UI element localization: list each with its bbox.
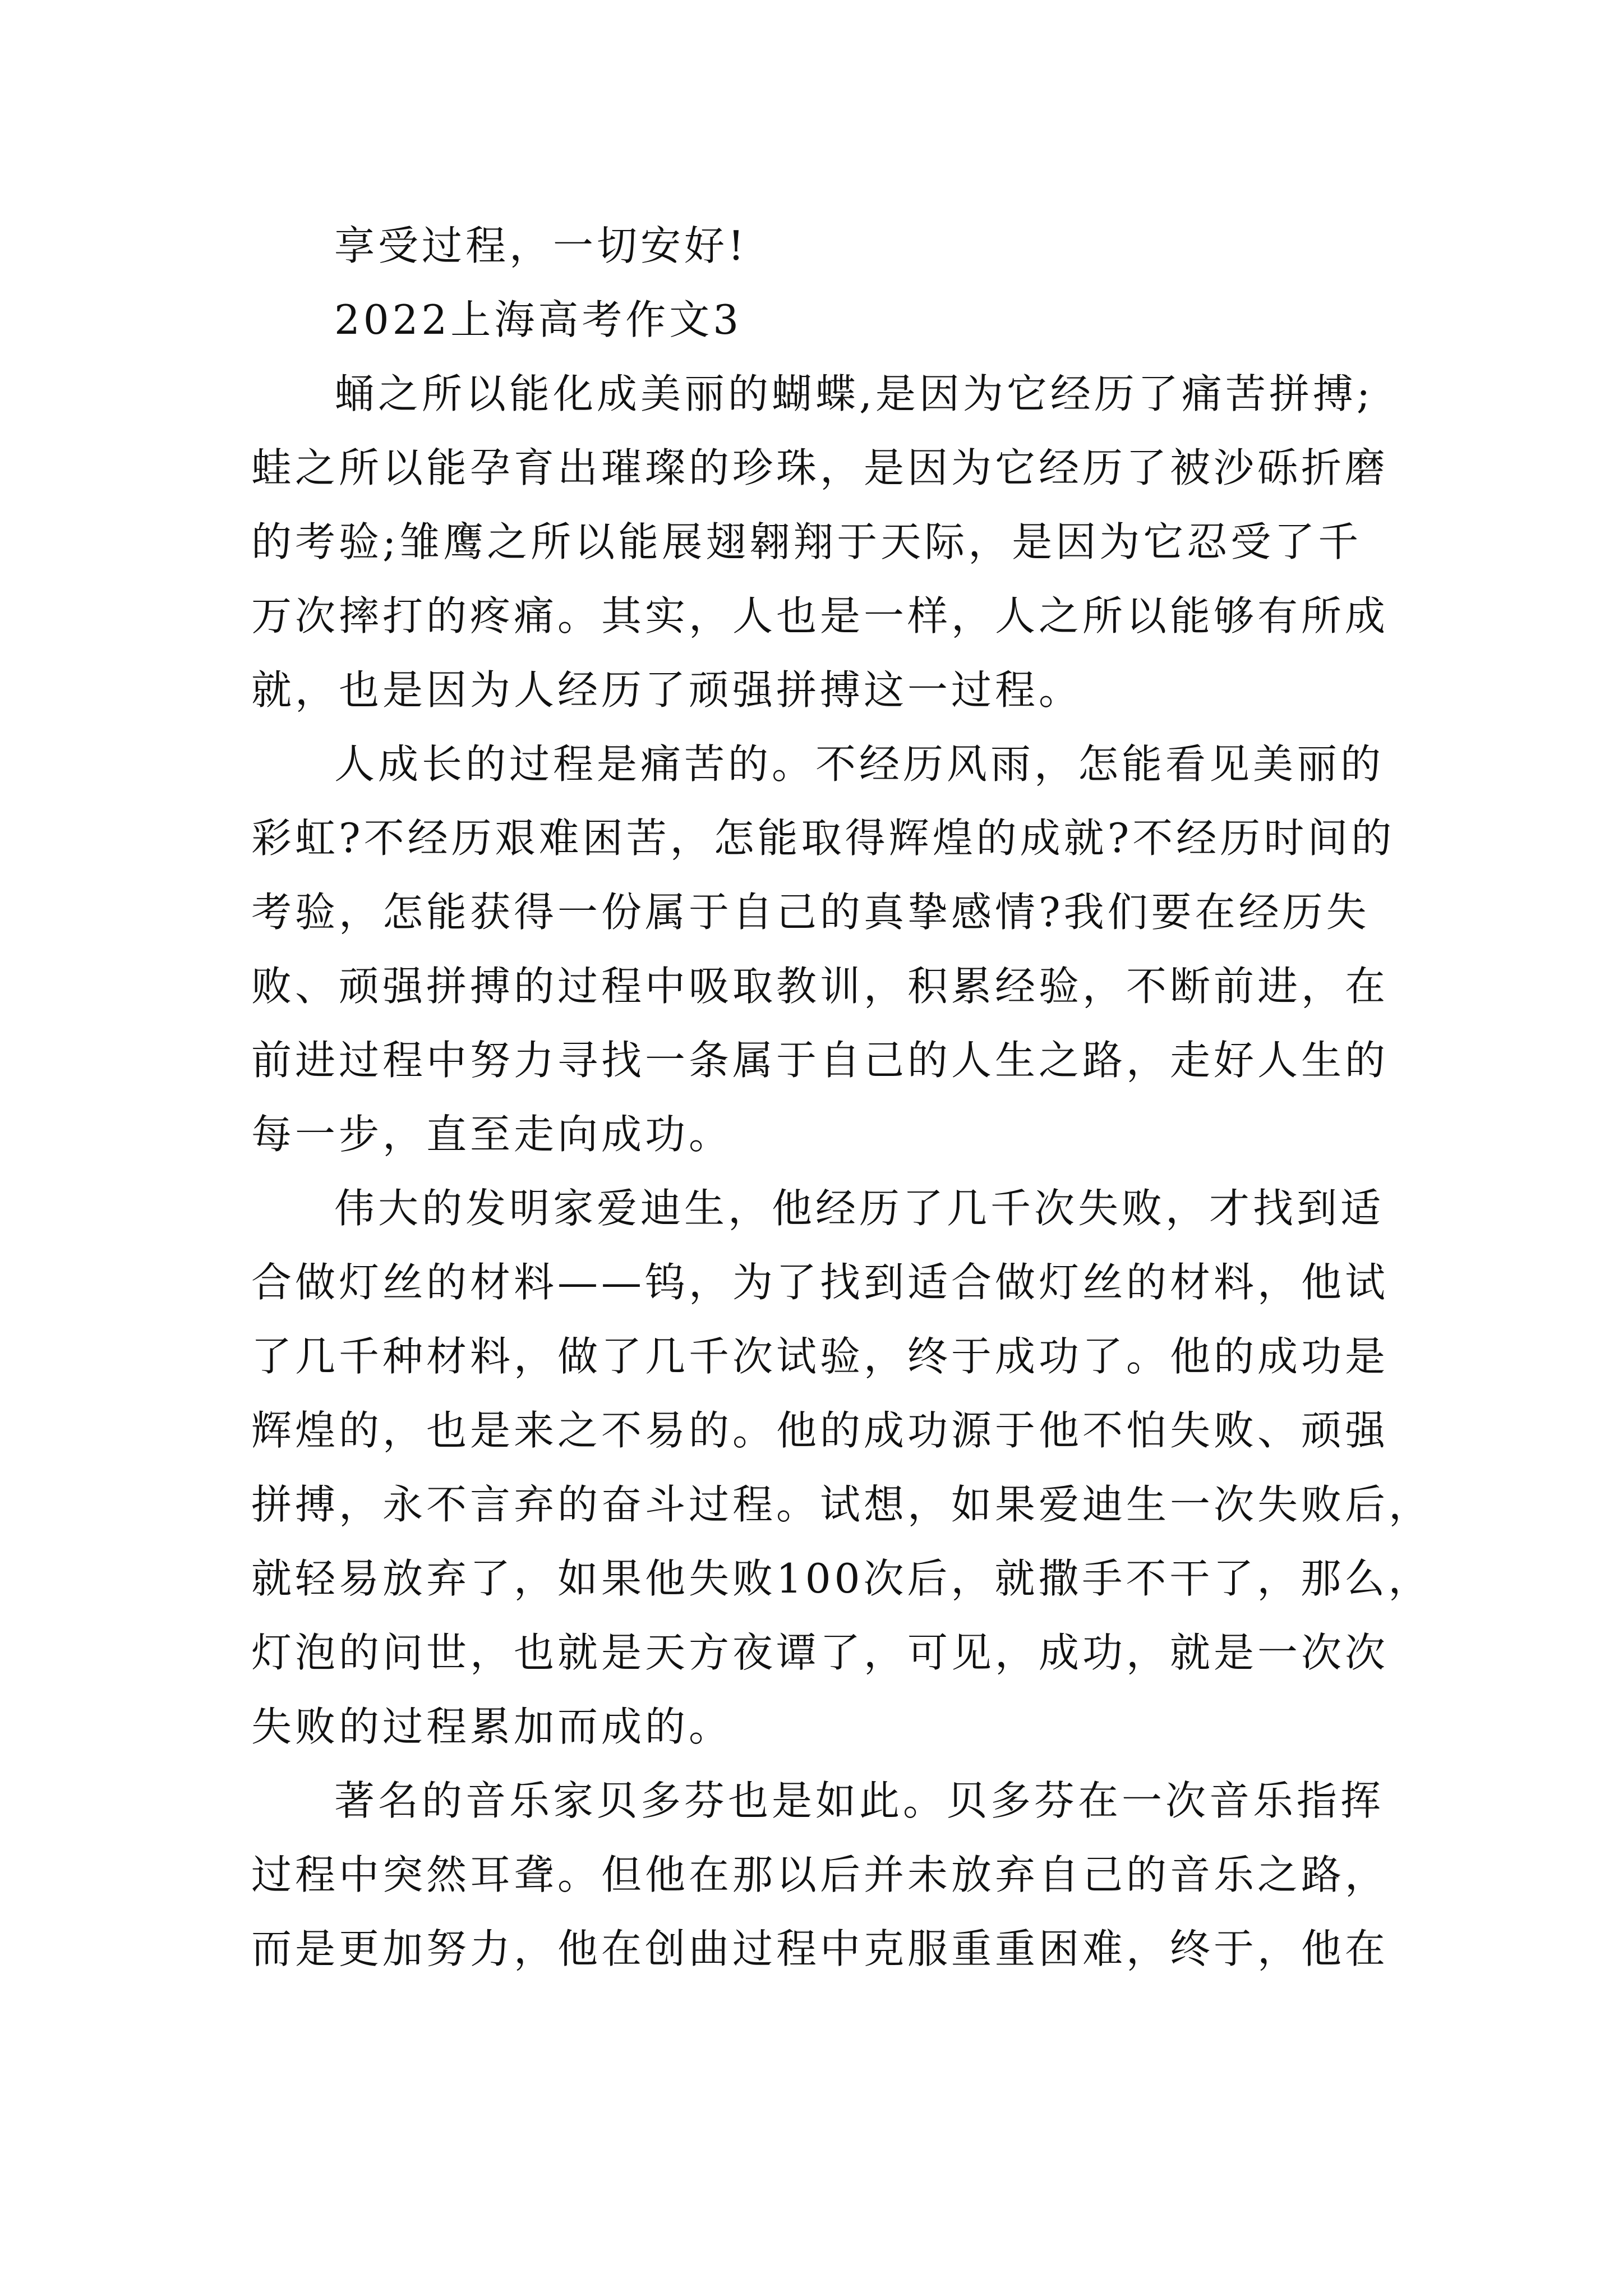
paragraph-4-line-3: 而是更加努力，他在创曲过程中克服重重困难，终于，他在 [251, 1925, 1389, 1972]
paragraph-3-line-7: 灯泡的问世，也就是天方夜谭了，可见，成功，就是一次次 [251, 1629, 1389, 1676]
paragraph-2-line-5: 前进过程中努力寻找一条属于自己的人生之路，走好人生的 [251, 1037, 1389, 1084]
paragraph-1-line-3: 的考验;雏鹰之所以能展翅翱翔于天际，是因为它忍受了千 [251, 518, 1362, 565]
paragraph-3-line-1: 伟大的发明家爱迪生，他经历了几千次失败，才找到适 [334, 1185, 1385, 1232]
paragraph-1-line-1: 蛹之所以能化成美丽的蝴蝶,是因为它经历了痛苦拼搏; [334, 370, 1374, 417]
paragraph-4-line-2: 过程中突然耳聋。但他在那以后并未放弃自己的音乐之路， [251, 1851, 1389, 1898]
paragraph-3-line-2: 合做灯丝的材料——钨，为了找到适合做灯丝的材料，他试 [251, 1259, 1389, 1306]
paragraph-2-line-2: 彩虹?不经历艰难困苦，怎能取得辉煌的成就?不经历时间的 [251, 815, 1395, 862]
paragraph-3-line-5: 拼搏，永不言弃的奋斗过程。试想，如果爱迪生一次失败后， [251, 1481, 1433, 1528]
paragraph-1-line-2: 蛙之所以能孕育出璀璨的珍珠，是因为它经历了被沙砾折磨 [251, 444, 1389, 491]
paragraph-2-line-3: 考验，怎能获得一份属于自己的真挚感情?我们要在经历失 [251, 889, 1370, 936]
paragraph-2-line-4: 败、顽强拼搏的过程中吸取教训，积累经验，不断前进，在 [251, 963, 1389, 1010]
paragraph-4-line-1: 著名的音乐家贝多芬也是如此。贝多芬在一次音乐指挥 [334, 1777, 1385, 1824]
paragraph-3-line-8: 失败的过程累加而成的。 [251, 1703, 733, 1750]
paragraph-3-line-3: 了几千种材料，做了几千次试验，终于成功了。他的成功是 [251, 1333, 1389, 1380]
paragraph-1-line-4: 万次摔打的疼痛。其实，人也是一样，人之所以能够有所成 [251, 592, 1389, 639]
paragraph-3-line-4: 辉煌的，也是来之不易的。他的成功源于他不怕失败、顽强 [251, 1407, 1389, 1454]
paragraph-1-line-5: 就，也是因为人经历了顽强拼搏这一过程。 [251, 666, 1083, 714]
paragraph-2-line-1: 人成长的过程是痛苦的。不经历风雨，怎能看见美丽的 [334, 740, 1385, 788]
closing-line: 享受过程，一切安好! [334, 222, 748, 269]
section-heading: 2022上海高考作文3 [334, 296, 743, 343]
paragraph-3-line-6: 就轻易放弃了，如果他失败100次后，就撒手不干了，那么， [251, 1555, 1432, 1602]
paragraph-2-line-6: 每一步，直至走向成功。 [251, 1111, 733, 1158]
